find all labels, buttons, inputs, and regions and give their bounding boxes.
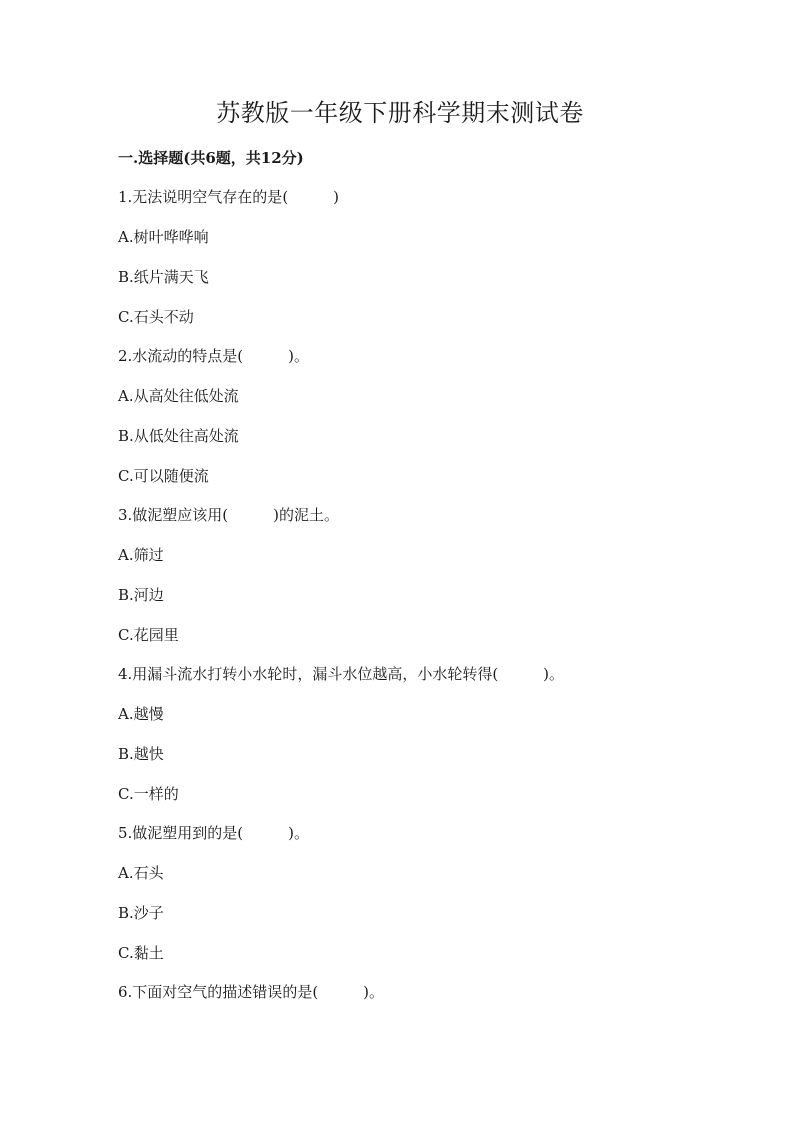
answer-option: C.石头不动 (118, 308, 194, 326)
question-stem: 1.无法说明空气存在的是( ) (118, 188, 340, 206)
answer-option: B.河边 (118, 586, 164, 604)
section-heading: 一.选择题(共6题，共12分) (118, 149, 304, 167)
answer-option: A.从高处往低处流 (118, 387, 239, 405)
question-stem: 5.做泥塑用到的是( )。 (118, 824, 310, 842)
question-stem: 2.水流动的特点是( )。 (118, 347, 310, 365)
answer-option: A.树叶哗哗响 (118, 228, 209, 246)
answer-option: A.筛过 (118, 546, 164, 564)
question-stem: 6.下面对空气的描述错误的是( )。 (118, 983, 385, 1001)
answer-option: A.石头 (118, 864, 164, 882)
answer-option: B.从低处往高处流 (118, 427, 239, 445)
question-stem: 3.做泥塑应该用( )的泥土。 (118, 506, 340, 524)
answer-option: B.纸片满天飞 (118, 268, 209, 286)
answer-option: B.沙子 (118, 904, 164, 922)
answer-option: B.越快 (118, 745, 164, 763)
answer-option: C.黏土 (118, 944, 164, 962)
answer-option: A.越慢 (118, 705, 164, 723)
answer-option: C.花园里 (118, 626, 179, 644)
document-title: 苏教版一年级下册科学期末测试卷 (216, 99, 584, 127)
question-stem: 4.用漏斗流水打转小水轮时，漏斗水位越高，小水轮转得( )。 (118, 665, 565, 683)
answer-option: C.一样的 (118, 785, 179, 803)
answer-option: C.可以随便流 (118, 467, 209, 485)
